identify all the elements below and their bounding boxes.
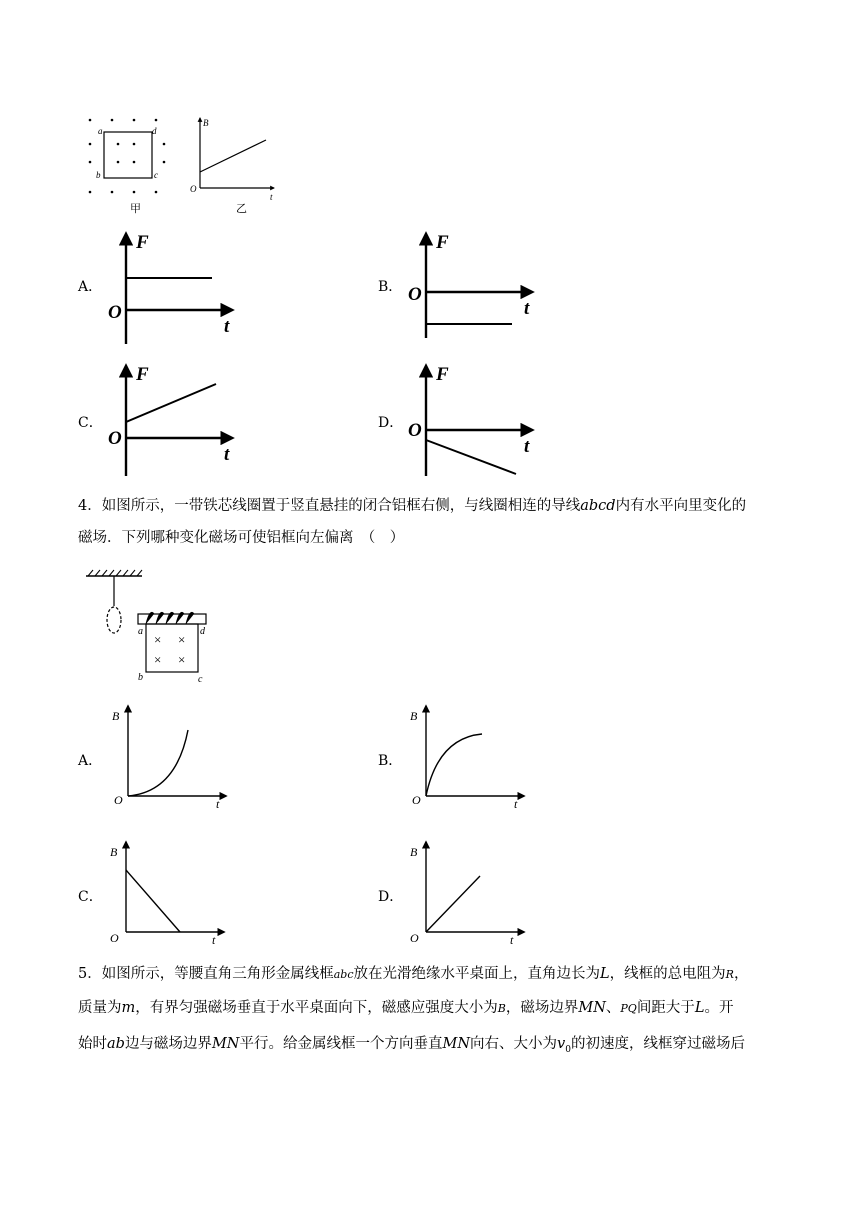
q5-var: PQ — [620, 1002, 637, 1015]
axis-label-t: t — [510, 933, 514, 946]
field-mark: × — [154, 632, 162, 647]
axis-label-t: t — [524, 436, 530, 457]
q3-option-b-graph — [404, 226, 544, 346]
q4-option-a-label[interactable]: A． — [78, 753, 103, 769]
origin-label: O — [408, 284, 422, 305]
origin-label: O — [110, 931, 119, 945]
corner-a: a — [138, 626, 143, 637]
q3-option-b-label[interactable]: B． — [378, 279, 403, 295]
q5-var: MN — [211, 1036, 240, 1052]
q5-question-line3 — [78, 1034, 745, 1060]
q5-text: 平行。给金属线框一个方向垂直 — [239, 1036, 443, 1052]
field-mark: × — [178, 652, 186, 667]
axis-label-b: B — [203, 118, 209, 128]
q5-text: 、 — [605, 1000, 621, 1016]
axis-label-f: F — [136, 232, 149, 253]
q5-text: ，线框的总电阻为 — [609, 966, 726, 982]
corner-a: a — [98, 126, 103, 136]
q3-option-a-label[interactable]: A． — [78, 279, 103, 295]
axis-label-t: t — [514, 797, 518, 810]
q5-text: 始时 — [78, 1036, 107, 1052]
q4-option-a-graph — [106, 700, 236, 810]
corner-b: b — [96, 170, 101, 180]
origin-label: O — [108, 428, 122, 449]
q5-question-line1 — [78, 964, 748, 985]
q4-text-a: 4．如图所示，一带铁芯线圈置于竖直悬挂的闭合铝框右侧，与线圈相连的导线 — [78, 498, 581, 514]
q5-text: 间距大于 — [636, 1000, 695, 1016]
corner-d: d — [152, 126, 157, 136]
axis-label-b: B — [110, 845, 118, 859]
axis-label-t: t — [224, 316, 230, 337]
q5-var: v — [557, 1036, 566, 1052]
q5-var: MN — [442, 1036, 471, 1052]
axis-label-t: t — [524, 298, 530, 319]
q4-option-b-graph — [404, 700, 534, 810]
q5-var: R — [725, 968, 734, 981]
q3-option-a-graph — [104, 226, 244, 346]
q3-option-d-label[interactable]: D． — [378, 415, 404, 431]
q5-var: abc — [333, 968, 354, 981]
q5-text: 边与磁场边界 — [124, 1036, 212, 1052]
axis-label-b: B — [112, 709, 120, 723]
q5-subscript: 0 — [565, 1044, 571, 1055]
q4-option-d-graph — [404, 836, 534, 946]
q4-question-line2 — [78, 528, 404, 548]
q5-text: ， — [733, 966, 749, 982]
caption-yi: 乙 — [236, 203, 247, 215]
q5-text: ，磁场边界 — [505, 1000, 579, 1016]
q5-text: 放在光滑绝缘水平桌面上，直角边长为 — [353, 966, 600, 982]
origin-label: O — [410, 931, 419, 945]
origin-label: O — [408, 420, 422, 441]
origin-label: O — [114, 793, 123, 807]
q3-option-d-graph — [404, 358, 544, 478]
q5-var: ab — [107, 1036, 125, 1052]
axis-label-f: F — [436, 232, 449, 253]
q4-var-abcd: abcd — [580, 498, 616, 514]
axis-label-t: t — [224, 444, 230, 465]
q5-text: 。开 — [704, 1000, 734, 1016]
axis-label-f: F — [136, 364, 149, 385]
q5-text: 的初速度，线框穿过磁场后 — [570, 1036, 745, 1052]
corner-c: c — [198, 674, 203, 684]
q5-var: MN — [578, 1000, 606, 1016]
axis-label-f: F — [436, 364, 449, 385]
axis-label-b: B — [410, 709, 418, 723]
q3-figure-yi — [186, 112, 286, 216]
q3-option-c-graph — [104, 358, 244, 478]
axis-label-t: t — [212, 933, 216, 946]
q4-option-b-label[interactable]: B． — [378, 753, 403, 769]
corner-b: b — [138, 672, 143, 683]
q4-option-d-label[interactable]: D． — [378, 889, 404, 905]
q5-question-line2 — [78, 998, 733, 1019]
corner-c: c — [154, 170, 158, 180]
q4-text-b: 内有水平向里变化的 — [615, 498, 747, 514]
q5-text: ，有界匀强磁场垂直于水平桌面向下，磁感应强度大小为 — [135, 1000, 498, 1016]
q5-text: 5．如图所示，等腰直角三角形金属线框 — [78, 966, 334, 982]
axis-label-t: t — [270, 192, 273, 202]
q4-text-c: 磁场．下列哪种变化磁场可使铝框向左偏离 （ ） — [78, 530, 405, 546]
origin-label: O — [190, 184, 197, 194]
q4-figure — [82, 568, 212, 684]
field-mark: × — [178, 632, 186, 647]
q5-text: 质量为 — [78, 1000, 122, 1016]
corner-d: d — [200, 626, 205, 637]
q4-option-c-graph — [104, 836, 234, 946]
q3-option-c-label[interactable]: C． — [78, 415, 103, 431]
caption-jia: 甲 — [130, 203, 141, 215]
q3-figure-jia — [84, 112, 174, 216]
q4-option-c-label[interactable]: C． — [78, 889, 103, 905]
q5-var: B — [497, 1002, 506, 1015]
origin-label: O — [108, 302, 122, 323]
q5-text: 向右、大小为 — [470, 1036, 558, 1052]
q4-question-line1 — [78, 496, 746, 516]
q5-var: m — [121, 1000, 136, 1016]
origin-label: O — [412, 793, 421, 807]
q5-var: L — [694, 1000, 705, 1016]
field-mark: × — [154, 652, 162, 667]
q5-var: L — [600, 966, 610, 982]
axis-label-b: B — [410, 845, 418, 859]
axis-label-t: t — [216, 797, 220, 810]
